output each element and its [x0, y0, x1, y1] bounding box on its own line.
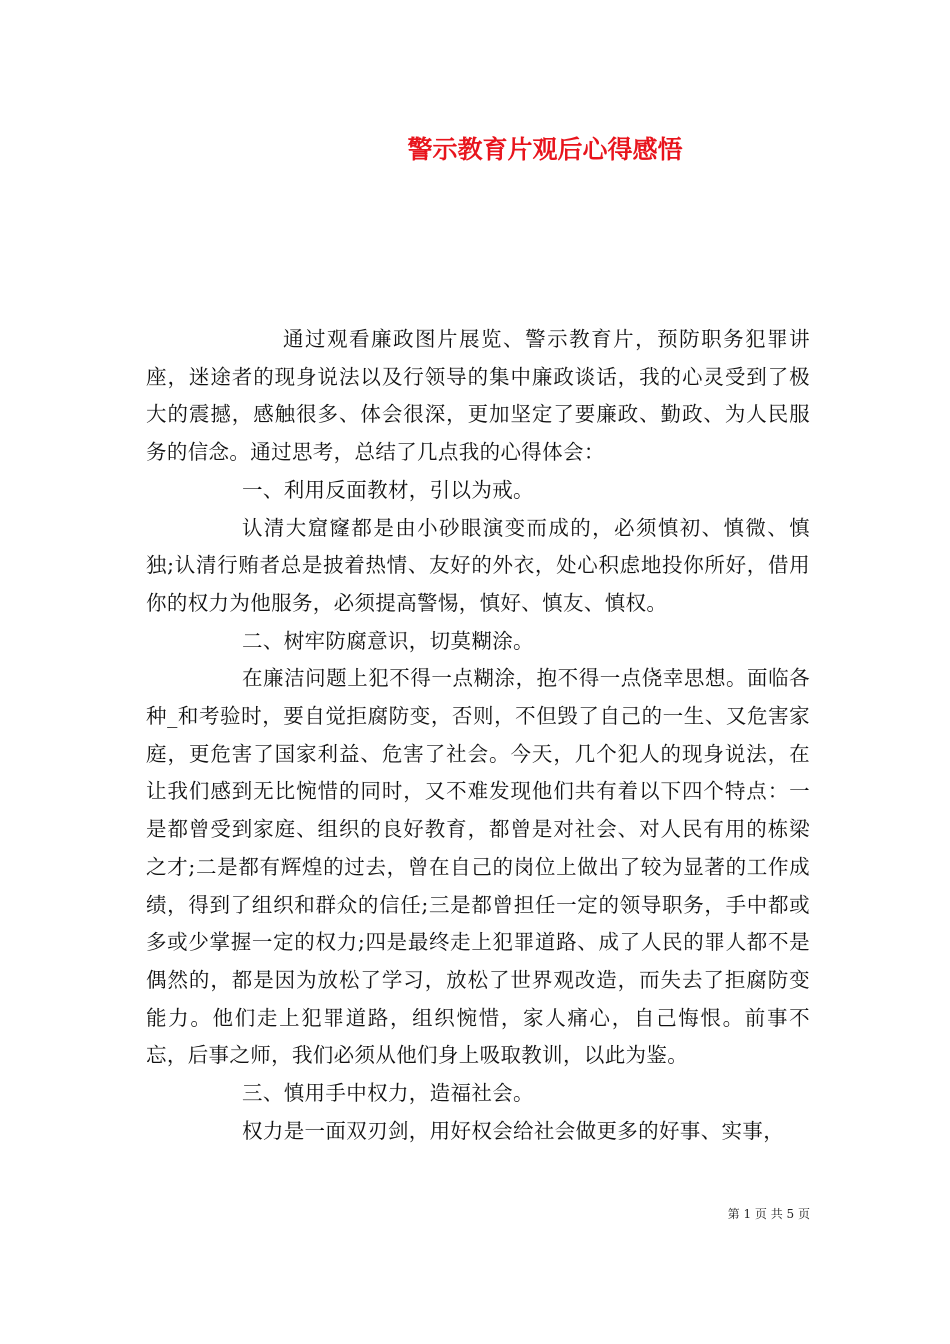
intro-paragraph: 通过观看廉政图片展览、警示教育片，预防职务犯罪讲座，迷途者的现身说法以及行领导的集中廉政谈话，我的心灵受到了极大的震撼，感触很多、体会很深，更加坚定了要廉政、勤政、为人民服务的信念。通过思考，总结了几点我的心得体会： — [146, 327, 810, 465]
section-3-paragraph: 权力是一面双刃剑，用好权会给社会做更多的好事、实事， — [242, 1118, 785, 1143]
section-heading-1: 一、利用反面教材，引以为戒。 — [242, 477, 534, 502]
page-number-footer: 第 1 页 共 5 页 — [727, 1207, 810, 1221]
document-body — [146, 321, 810, 1150]
section-heading-2: 二、树牢防腐意识，切莫糊涂。 — [242, 628, 534, 653]
section-2-paragraph: 在廉洁问题上犯不得一点糊涂，抱不得一点侥幸思想。面临各种_和考验时，要自觉拒腐防变，否则，不但毁了自己的一生、又危害家庭，更危害了国家利益、危害了社会。今天，几个犯人的现身说法，在让我们感到无比惋惜的同时，又不难发现他们共有着以下四个特点：一是都曾受到家庭、组织的良好教育，都曾是对社会、对人民有用的栋梁之才;二是都有辉煌的过去，曾在自己的岗位上做出了较为显著的工作成绩，得到了组织和群众的信任;三是都曾担任一定的领导职务，手中都或多或少掌握一定的权力;四是最终走上犯罪道路、成了人民的罪人都不是偶然的，都是因为放松了学习，放松了世界观改造，而失去了拒腐防变能力。他们走上犯罪道路，组织惋惜，家人痛心，自己悔恨。前事不忘，后事之师，我们必须从他们身上吸取教训，以此为鉴。 — [146, 666, 810, 1068]
document-title: 警示教育片观后心得感悟 — [407, 135, 683, 164]
section-1-paragraph: 认清大窟窿都是由小砂眼演变而成的，必须慎初、慎微、慎独;认清行贿者总是披着热情、友好的外衣，处心积虑地投你所好，借用你的权力为他服务，必须提高警惕，慎好、慎友、慎权。 — [146, 515, 810, 615]
section-heading-3: 三、慎用手中权力，造福社会。 — [242, 1081, 534, 1106]
